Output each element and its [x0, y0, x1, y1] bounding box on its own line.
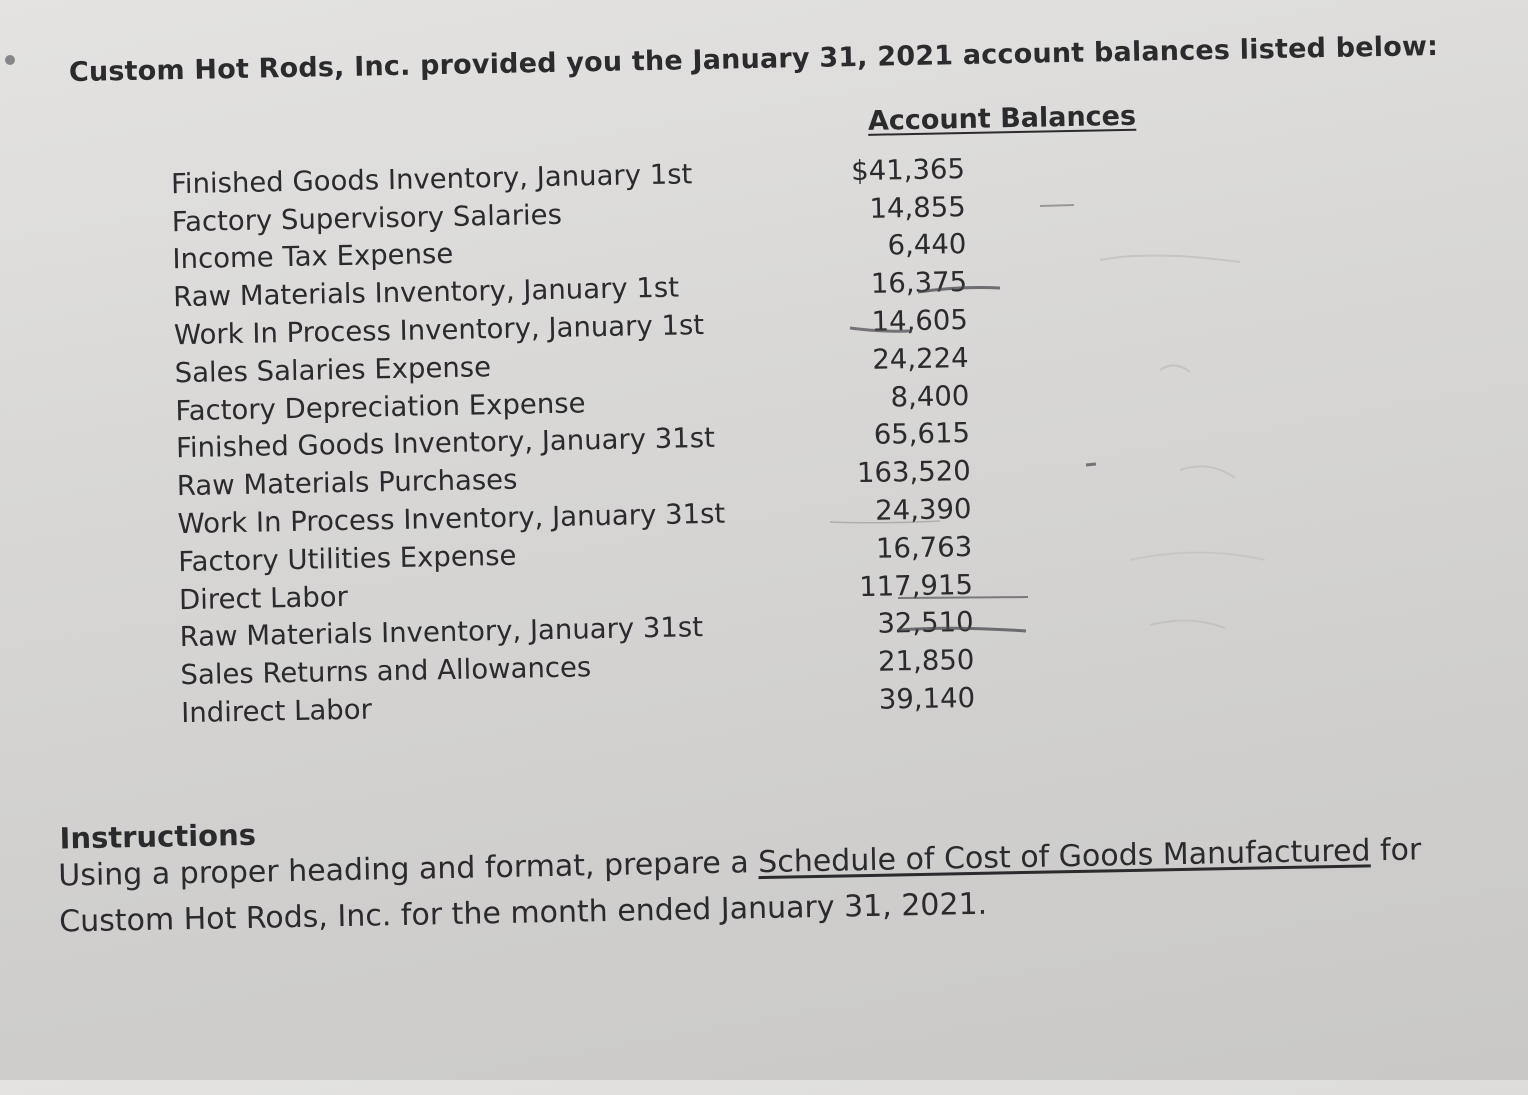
account-amount: 32,510: [877, 606, 974, 641]
account-amount: $41,365: [850, 152, 966, 188]
instructions-text: [58, 826, 1500, 946]
account-amount: 14,855: [869, 190, 966, 225]
account-label: Direct Labor: [178, 580, 349, 616]
account-amount: 39,140: [878, 681, 976, 716]
account-amount: 16,763: [875, 530, 973, 565]
account-amount: 21,850: [877, 644, 975, 679]
account-label: Factory Utilities Expense: [178, 539, 517, 579]
account-amount: 65,615: [873, 417, 971, 452]
account-label: Indirect Labor: [180, 693, 373, 730]
account-label: Raw Materials Inventory, January 31st: [179, 611, 704, 654]
account-amount: 117,915: [858, 568, 974, 603]
account-label: Income Tax Expense: [172, 238, 454, 276]
account-label: Factory Depreciation Expense: [175, 387, 586, 427]
account-label: Finished Goods Inventory, January 31st: [175, 422, 716, 465]
intro-text: Custom Hot Rods, Inc. provided you the January 31, 2021 account balances listed below:: [68, 30, 1439, 89]
account-balances-list: [171, 148, 1082, 732]
schedule-name-underlined: Schedule of Cost of Goods Manufactured: [757, 833, 1371, 881]
account-balances-header: Account Balances: [867, 100, 1137, 137]
account-label: Work In Process Inventory, January 1st: [173, 309, 705, 352]
account-amount: 6,440: [887, 228, 967, 262]
account-label: Sales Salaries Expense: [174, 351, 492, 390]
account-amount: 16,375: [870, 266, 968, 301]
account-amount: 163,520: [856, 455, 972, 490]
instructions-title: Instructions: [59, 817, 257, 856]
account-label: Raw Materials Purchases: [176, 463, 518, 503]
account-amount: 24,390: [874, 493, 972, 527]
account-label: Finished Goods Inventory, January 1st: [170, 158, 693, 201]
account-amount: 8,400: [890, 379, 970, 414]
instructions-text-after: for Custom Hot Rods, Inc. for the month ended January 31, 2021.: [58, 832, 1422, 940]
account-label: Sales Returns and Allowances: [180, 651, 592, 692]
account-label: Factory Supervisory Salaries: [171, 198, 563, 238]
account-label: Raw Materials Inventory, January 1st: [172, 271, 680, 314]
account-amount: 24,224: [872, 341, 969, 376]
instructions-text-before: Using a proper heading and format, prepare a: [57, 845, 759, 894]
account-label: Work In Process Inventory, January 31st: [177, 497, 726, 541]
account-amount: 14,605: [871, 304, 969, 338]
